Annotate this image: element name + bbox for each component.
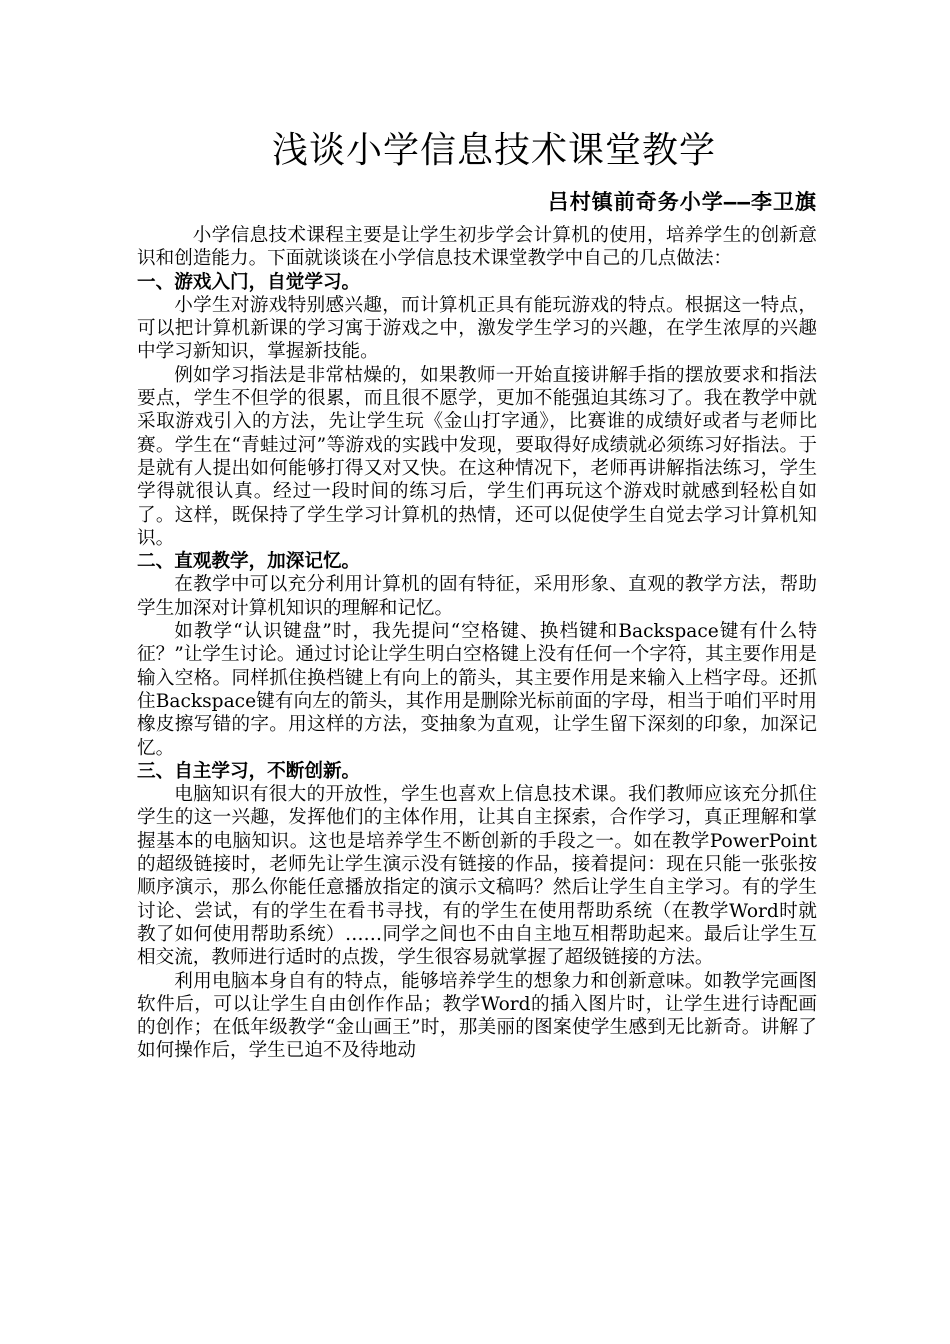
section-heading: 三、自主学习，不断创新。 (137, 760, 361, 782)
section-1 (137, 271, 817, 551)
author-line: 吕村镇前奇务小学——李卫旗 (547, 190, 817, 214)
section-3 (137, 760, 817, 1063)
section-heading: 一、游戏入门，自觉学习。 (137, 271, 361, 293)
paragraph: 如教学“认识键盘”时，我先提问“空格键、换档键和Backspace键有什么特征？”让学生讨论。通过讨论让学生明白空格键上没有任何一个字符，其主要作用是输入空格。同样抓住换档键上有向上的箭头，其主要作用是来输入上档字母。还抓住Backspace键有向左的箭头，其作用是删除光标前面的字母，相当于咱们平时用橡皮擦写错的字。用这样的方法，变抽象为直观，让学生留下深刻的印象，加深记忆。 (137, 621, 817, 759)
paragraph: 利用电脑本身自有的特点，能够培养学生的想象力和创新意味。如教学完画图软件后，可以让学生自由创作作品；教学Word的插入图片时，让学生进行诗配画的创作；在低年级教学“金山画王”时，那美丽的图案使学生感到无比新奇。讲解了如何操作后，学生已迫不及待地动 (137, 970, 817, 1062)
document-body (137, 124, 817, 1063)
paragraph: 在教学中可以充分利用计算机的固有特征，采用形象、直观的教学方法，帮助学生加深对计算机知识的理解和记忆。 (137, 574, 817, 619)
intro-paragraph: 小学信息技术课程主要是让学生初步学会计算机的使用，培养学生的创新意识和创造能力。下面就谈谈在小学信息技术课堂教学中自己的几点做法： (137, 225, 817, 270)
section-heading: 二、直观教学，加深记忆。 (137, 551, 361, 573)
paragraph: 小学生对游戏特别感兴趣，而计算机正具有能玩游戏的特点。根据这一特点，可以把计算机新课的学习寓于游戏之中，激发学生学习的兴趣，在学生浓厚的兴趣中学习新知识，掌握新技能。 (137, 294, 817, 363)
paragraph: 例如学习指法是非常枯燥的，如果教师一开始直接讲解手指的摆放要求和指法要点，学生不但学的很累，而且很不愿学，更加不能强迫其练习了。我在教学中就采取游戏引入的方法，先让学生玩《金山打字通》，比赛谁的成绩好或者与老师比赛。学生在“青蛙过河”等游戏的实践中发现，要取得好成绩就必须练习好指法。于是就有人提出如何能够打得又对又快。在这种情况下，老师再讲解指法练习，学生学得就很认真。经过一段时间的练习后，学生们再玩这个游戏时就感到轻松自如了。这样，既保持了学生学习计算机的热情，还可以促使学生自觉去学习计算机知识。 (137, 364, 817, 549)
document-title: 浅谈小学信息技术课堂教学 (271, 130, 716, 171)
paragraph: 电脑知识有很大的开放性，学生也喜欢上信息技术课。我们教师应该充分抓住学生的这一兴趣，发挥他们的主体作用，让其自主探索，合作学习，真正理解和掌握基本的电脑知识。这也是培养学生不断创新的手段之一。如在教学PowerPoint的超级链接时，老师先让学生演示没有链接的作品，接着提问：现在只能一张张按顺序演示，那么你能任意播放指定的演示文稿吗？然后让学生自主学习。有的学生讨论、尝试，有的学生在看书寻找，有的学生在使用帮助系统（在教学Word时就教了如何使用帮助系统）……同学之间也不由自主地互相帮助起来。最后让学生互相交流，教师进行适时的点拨，学生很容易就掌握了超级链接的方法。 (137, 784, 817, 969)
section-2 (137, 550, 817, 760)
